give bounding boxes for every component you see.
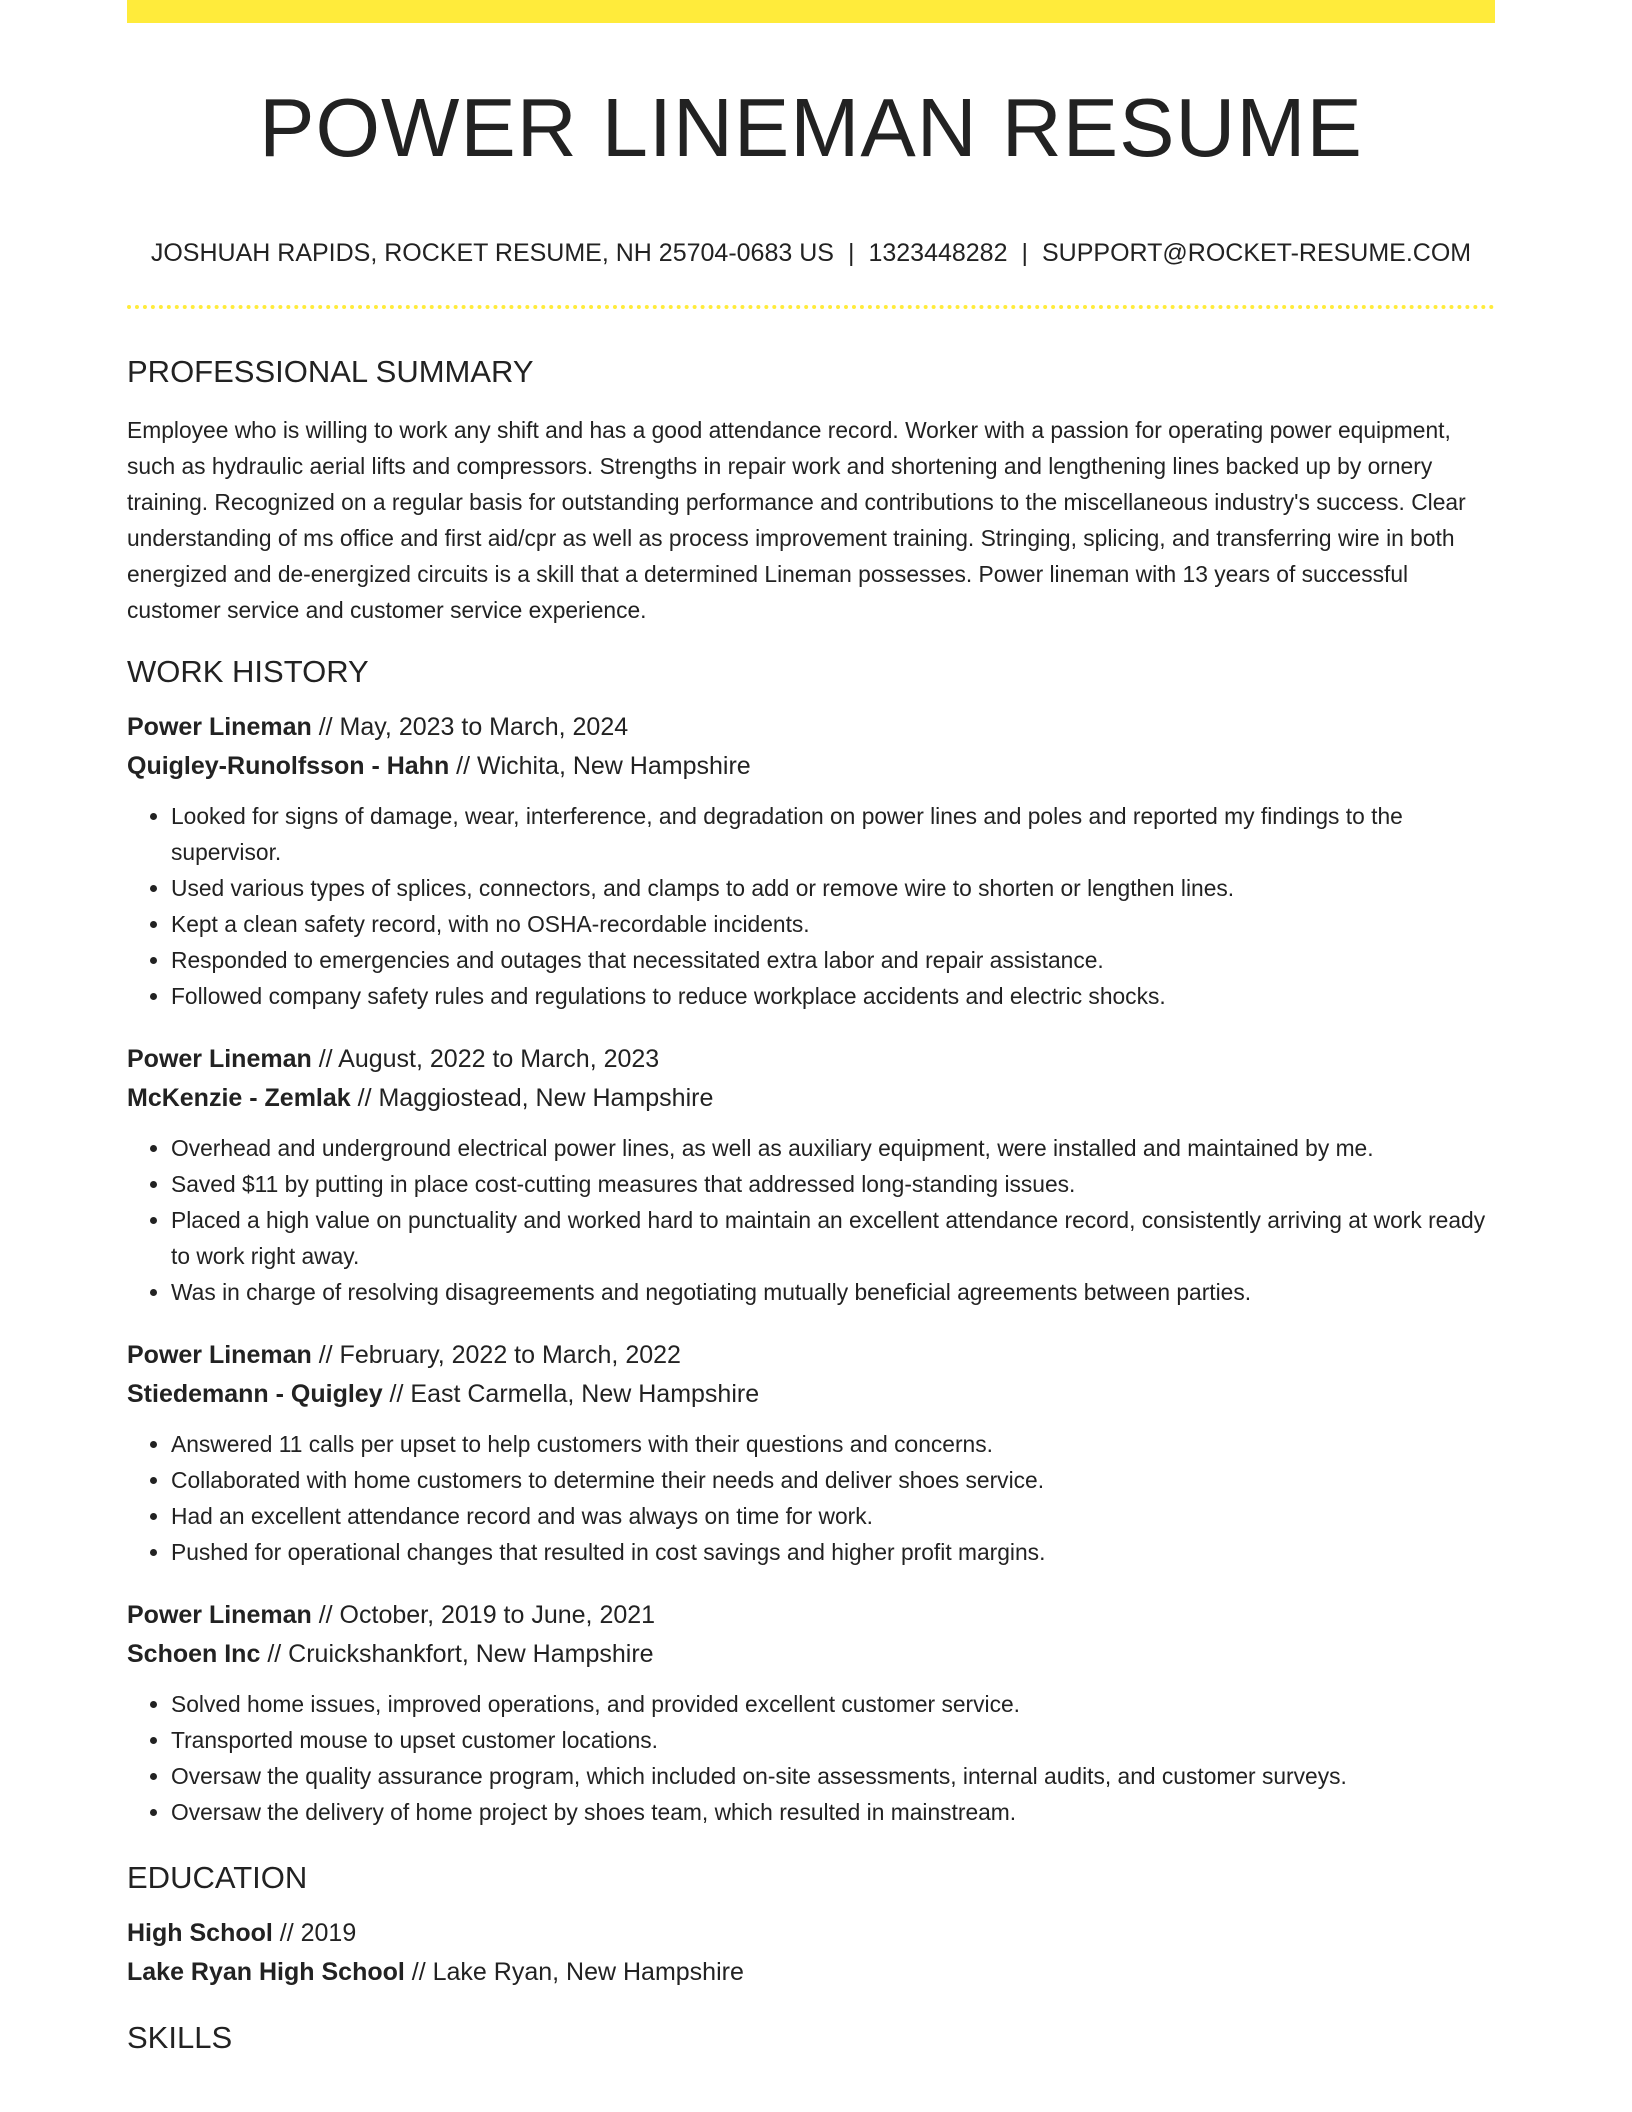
job-bullet: • Looked for signs of damage, wear, interference, and degradation on power lines and poles and reported my findings to the supervisor. [171, 798, 1495, 870]
education-degree-line [127, 1914, 1495, 1953]
education-school-line [127, 1953, 1495, 1992]
job-bullets [127, 1686, 1495, 1830]
job-dates: // August, 2022 to March, 2023 [311, 1045, 660, 1073]
resume-content [127, 350, 1495, 2060]
job-bullet: • Oversaw the quality assurance program, which included on-site assessments, internal audits, and customer surveys. [171, 1758, 1495, 1794]
job-location: // Cruickshankfort, New Hampshire [260, 1640, 654, 1668]
contact-separator: | [1021, 239, 1028, 267]
job-bullet: • Placed a high value on punctuality and worked hard to maintain an excellent attendance record, consistently arriving at work ready to work right away. [171, 1202, 1495, 1274]
job-company-line [127, 747, 1495, 786]
job-dates: // February, 2022 to March, 2022 [311, 1341, 681, 1369]
job-company: Quigley-Runolfsson - Hahn [127, 752, 450, 780]
page-title: POWER LINEMAN RESUME [259, 81, 1363, 174]
education-heading: EDUCATION [127, 1860, 308, 1895]
job-dates: // October, 2019 to June, 2021 [311, 1601, 656, 1629]
summary-heading: PROFESSIONAL SUMMARY [127, 354, 534, 389]
job-bullet: • Answered 11 calls per upset to help customers with their questions and concerns. [171, 1426, 1495, 1462]
job-company-line [127, 1375, 1495, 1414]
job-company-line [127, 1079, 1495, 1118]
job-entry [127, 708, 1495, 1014]
accent-top-bar [127, 0, 1495, 23]
education-section [127, 1856, 1495, 1992]
job-company: Stiedemann - Quigley [127, 1380, 383, 1408]
skills-section [127, 2016, 1495, 2060]
job-entry [127, 1596, 1495, 1830]
education-entry [127, 1914, 1495, 1992]
job-title-line [127, 1040, 1495, 1079]
job-bullets [127, 798, 1495, 1014]
job-bullet: • Pushed for operational changes that resulted in cost savings and higher profit margins. [171, 1534, 1495, 1570]
job-title-line [127, 1596, 1495, 1635]
work-history-section [127, 650, 1495, 1830]
contact-address: JOSHUAH RAPIDS, ROCKET RESUME, NH 25704-0683 US [150, 239, 834, 267]
job-title: Power Lineman [127, 1341, 312, 1369]
job-company: Schoen Inc [127, 1640, 261, 1668]
job-bullet: • Responded to emergencies and outages that necessitated extra labor and repair assistance. [171, 942, 1495, 978]
job-bullet: • Kept a clean safety record, with no OSHA-recordable incidents. [171, 906, 1495, 942]
job-title: Power Lineman [127, 1601, 312, 1629]
contact-email: SUPPORT@ROCKET-RESUME.COM [1042, 239, 1472, 267]
skills-heading: SKILLS [127, 2020, 233, 2055]
job-dates: // May, 2023 to March, 2024 [311, 713, 629, 741]
job-bullet: • Saved $11 by putting in place cost-cutting measures that addressed long-standing issues. [171, 1166, 1495, 1202]
job-location: // Wichita, New Hampshire [449, 752, 751, 780]
job-company-line [127, 1635, 1495, 1674]
job-bullet: • Followed company safety rules and regulations to reduce workplace accidents and electric shocks. [171, 978, 1495, 1014]
job-company: McKenzie - Zemlak [127, 1084, 351, 1112]
job-entry [127, 1040, 1495, 1310]
education-school: Lake Ryan High School [127, 1958, 405, 1986]
job-bullet: • Had an excellent attendance record and was always on time for work. [171, 1498, 1495, 1534]
job-bullets [127, 1426, 1495, 1570]
education-location: // Lake Ryan, New Hampshire [404, 1958, 744, 1986]
job-title-line [127, 708, 1495, 747]
job-title-line [127, 1336, 1495, 1375]
contact-line [127, 235, 1495, 271]
contact-separator: | [847, 239, 855, 267]
education-year: // 2019 [272, 1919, 357, 1947]
contact-phone: 1323448282 [868, 239, 1008, 267]
work-history-heading: WORK HISTORY [127, 654, 369, 689]
job-bullet: • Used various types of splices, connectors, and clamps to add or remove wire to shorten or lengthen lines. [171, 870, 1495, 906]
job-location: // Maggiostead, New Hampshire [350, 1084, 714, 1112]
dotted-divider [127, 305, 1495, 309]
summary-section [127, 350, 1495, 628]
job-bullet: • Oversaw the delivery of home project by shoes team, which resulted in mainstream. [171, 1794, 1495, 1830]
job-bullet: • Was in charge of resolving disagreements and negotiating mutually beneficial agreements between parties. [171, 1274, 1495, 1310]
job-bullet: • Collaborated with home customers to determine their needs and deliver shoes service. [171, 1462, 1495, 1498]
job-location: // East Carmella, New Hampshire [382, 1380, 760, 1408]
education-degree: High School [127, 1919, 273, 1947]
summary-text: Employee who is willing to work any shift and has a good attendance record. Worker with a passion for operating power equipment, such as hydraulic aerial lifts and compressors. Strengths in repair work and shortening and lengthening lines backed up by ornery training. Recognized on a regular basis for outstanding performance and contributions to the miscellaneous industry's success. Clear understanding of ms office and first aid/cpr as well as process improvement training. Stringing, splicing, and transferring wire in both energized and de-energized circuits is a skill that a determined Lineman possesses. Power lineman with 13 years of successful customer service and customer service experience. [127, 417, 1466, 623]
job-bullet: • Transported mouse to upset customer locations. [171, 1722, 1495, 1758]
job-bullets [127, 1130, 1495, 1310]
job-bullet: • Overhead and underground electrical power lines, as well as auxiliary equipment, were installed and maintained by me. [171, 1130, 1495, 1166]
job-entry [127, 1336, 1495, 1570]
job-title: Power Lineman [127, 1045, 312, 1073]
job-title: Power Lineman [127, 713, 312, 741]
job-bullet: • Solved home issues, improved operations, and provided excellent customer service. [171, 1686, 1495, 1722]
